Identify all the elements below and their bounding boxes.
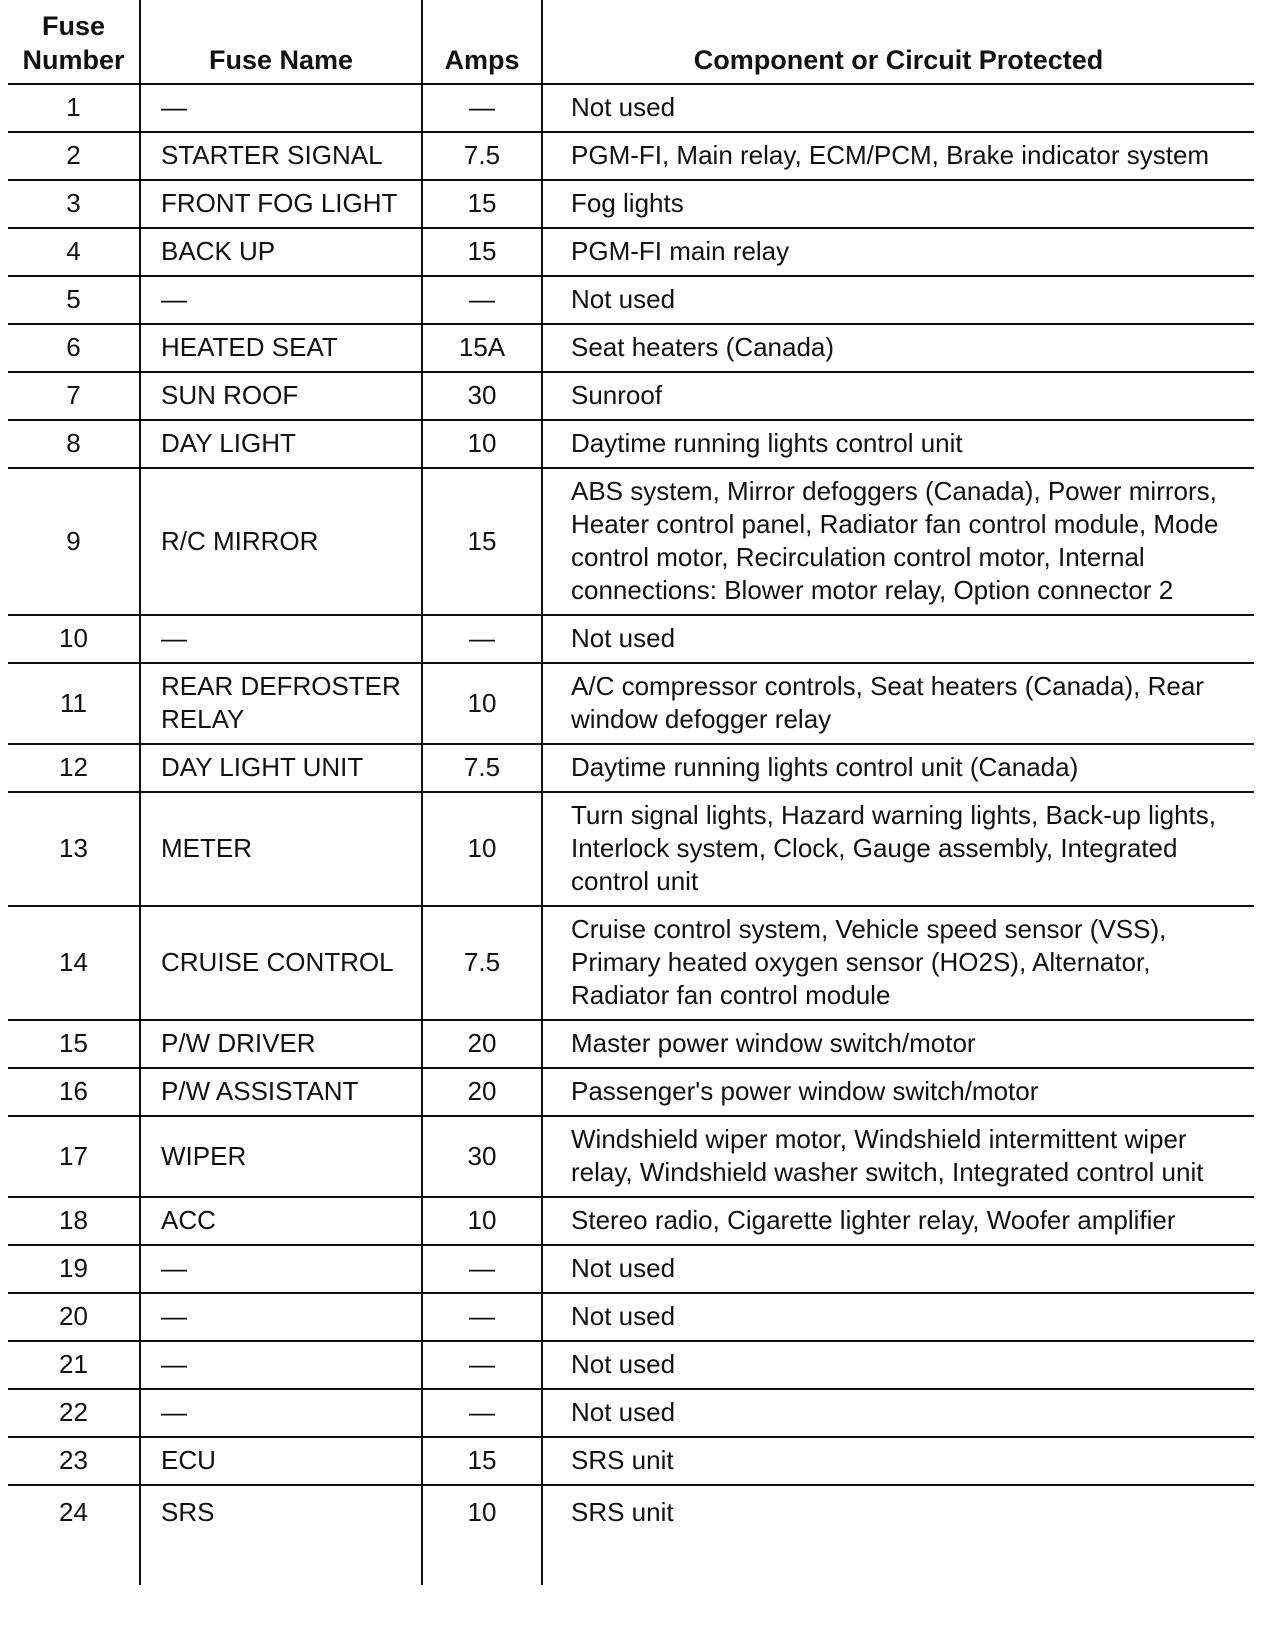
fuse-component-cell: Stereo radio, Cigarette lighter relay, Woofer amplifier	[542, 1197, 1254, 1245]
table-row	[8, 1020, 1254, 1068]
fuse-amps-cell: 7.5	[422, 744, 542, 792]
fuse-amps-cell: 10	[422, 1485, 542, 1585]
fuse-component-cell: SRS unit	[542, 1485, 1254, 1585]
fuse-name-cell: P/W DRIVER	[140, 1020, 422, 1068]
fuse-component-cell: Windshield wiper motor, Windshield intermittent wiper relay, Windshield washer switch, Integrated control unit	[542, 1116, 1254, 1197]
fuse-name-cell: —	[140, 84, 422, 132]
fuse-name-cell: SRS	[140, 1485, 422, 1585]
fuse-name-cell: —	[140, 1293, 422, 1341]
fuse-number-cell: 15	[8, 1020, 140, 1068]
fuse-amps-cell: —	[422, 84, 542, 132]
fuse-amps-cell: 10	[422, 420, 542, 468]
fuse-amps-cell: 30	[422, 1116, 542, 1197]
table-row	[8, 468, 1254, 615]
fuse-number-cell: 14	[8, 906, 140, 1020]
fuse-name-cell: BACK UP	[140, 228, 422, 276]
table-row	[8, 1197, 1254, 1245]
fuse-component-cell: Seat heaters (Canada)	[542, 324, 1254, 372]
fuse-name-cell: CRUISE CONTROL	[140, 906, 422, 1020]
table-row	[8, 1245, 1254, 1293]
fuse-name-cell: R/C MIRROR	[140, 468, 422, 615]
fuse-amps-cell: 10	[422, 663, 542, 744]
fuse-component-cell: PGM-FI main relay	[542, 228, 1254, 276]
fuse-name-cell: —	[140, 1341, 422, 1389]
fuse-amps-cell: 10	[422, 1197, 542, 1245]
fuse-amps-cell: —	[422, 1245, 542, 1293]
fuse-number-cell: 9	[8, 468, 140, 615]
fuse-name-cell: ACC	[140, 1197, 422, 1245]
fuse-name-cell: —	[140, 276, 422, 324]
fuse-amps-cell: 10	[422, 792, 542, 906]
fuse-number-cell: 18	[8, 1197, 140, 1245]
fuse-component-cell: Fog lights	[542, 180, 1254, 228]
table-row	[8, 1389, 1254, 1437]
header-amps: Amps	[422, 0, 542, 84]
fuse-component-cell: PGM-FI, Main relay, ECM/PCM, Brake indicator system	[542, 132, 1254, 180]
fuse-amps-cell: 15	[422, 180, 542, 228]
fuse-amps-cell: 30	[422, 372, 542, 420]
table-row	[8, 372, 1254, 420]
table-row	[8, 1116, 1254, 1197]
fuse-name-cell: WIPER	[140, 1116, 422, 1197]
fuse-name-cell: —	[140, 1389, 422, 1437]
fuse-component-cell: Not used	[542, 1293, 1254, 1341]
fuse-amps-cell: —	[422, 1293, 542, 1341]
header-component: Component or Circuit Protected	[542, 0, 1254, 84]
table-row	[8, 1068, 1254, 1116]
fuse-amps-cell: —	[422, 1341, 542, 1389]
fuse-number-cell: 22	[8, 1389, 140, 1437]
fuse-amps-cell: —	[422, 276, 542, 324]
table-row	[8, 1293, 1254, 1341]
table-row	[8, 84, 1254, 132]
fuse-amps-cell: 15A	[422, 324, 542, 372]
header-fuse-number: Fuse Number	[8, 0, 140, 84]
fuse-component-cell: Turn signal lights, Hazard warning lights, Back-up lights, Interlock system, Clock, Gauge assembly, Integrated control unit	[542, 792, 1254, 906]
fuse-amps-cell: —	[422, 615, 542, 663]
fuse-number-cell: 24	[59, 1497, 88, 1527]
fuse-number-cell: 21	[8, 1341, 140, 1389]
fuse-number-cell: 7	[8, 372, 140, 420]
fuse-name-cell: METER	[140, 792, 422, 906]
fuse-name-cell: —	[140, 1245, 422, 1293]
fuse-name-cell: P/W ASSISTANT	[140, 1068, 422, 1116]
table-row	[8, 663, 1254, 744]
table-body	[8, 84, 1254, 1585]
fuse-component-cell: Not used	[542, 84, 1254, 132]
fuse-name-cell: FRONT FOG LIGHT	[140, 180, 422, 228]
fuse-name-cell: SUN ROOF	[140, 372, 422, 420]
table-row	[8, 132, 1254, 180]
fuse-component-cell: A/C compressor controls, Seat heaters (Canada), Rear window defogger relay	[542, 663, 1254, 744]
table-row	[8, 792, 1254, 906]
fuse-number-cell: 2	[8, 132, 140, 180]
table-row	[8, 1341, 1254, 1389]
fuse-amps-cell: —	[422, 1389, 542, 1437]
fuse-number-cell: 5	[8, 276, 140, 324]
fuse-component-cell: Not used	[542, 615, 1254, 663]
fuse-number-cell: 23	[8, 1437, 140, 1485]
table-row	[8, 324, 1254, 372]
table-header	[8, 0, 1254, 84]
fuse-component-cell: Not used	[542, 1341, 1254, 1389]
table-row	[8, 276, 1254, 324]
fuse-component-cell: Passenger's power window switch/motor	[542, 1068, 1254, 1116]
fuse-amps-cell: 20	[422, 1020, 542, 1068]
fuse-component-cell: Not used	[542, 1389, 1254, 1437]
table-row	[8, 1437, 1254, 1485]
fuse-component-cell: Sunroof	[542, 372, 1254, 420]
fuse-name-cell: DAY LIGHT	[140, 420, 422, 468]
fuse-component-cell: Not used	[542, 1245, 1254, 1293]
header-row	[8, 0, 1254, 84]
fuse-number-cell: 4	[8, 228, 140, 276]
header-fuse-name: Fuse Name	[140, 0, 422, 84]
fuse-name-cell: STARTER SIGNAL	[140, 132, 422, 180]
fuse-number-cell: 6	[8, 324, 140, 372]
fuse-number-cell: 12	[8, 744, 140, 792]
fuse-number-cell: 11	[8, 663, 140, 744]
fuse-number-cell: 13	[8, 792, 140, 906]
fuse-number-cell: 17	[8, 1116, 140, 1197]
fuse-name-cell: —	[140, 615, 422, 663]
fuse-number-cell: 16	[8, 1068, 140, 1116]
fuse-component-cell: Cruise control system, Vehicle speed sensor (VSS), Primary heated oxygen sensor (HO2S), Alternator, Radiator fan control module	[542, 906, 1254, 1020]
table-row	[8, 228, 1254, 276]
fuse-number-cell: 19	[8, 1245, 140, 1293]
fuse-component-cell: Master power window switch/motor	[542, 1020, 1254, 1068]
fuse-component-cell: ABS system, Mirror defoggers (Canada), Power mirrors, Heater control panel, Radiator fan control module, Mode control motor, Recirculation control motor, Internal connections: Blower motor relay, Option connector 2	[542, 468, 1254, 615]
fuse-number-cell: 8	[8, 420, 140, 468]
fuse-name-cell: HEATED SEAT	[140, 324, 422, 372]
fuse-number-cell: 1	[8, 84, 140, 132]
table-row	[8, 180, 1254, 228]
fuse-amps-cell: 7.5	[422, 132, 542, 180]
fuse-name-cell: DAY LIGHT UNIT	[140, 744, 422, 792]
table-row	[8, 420, 1254, 468]
fuse-number-cell: 3	[8, 180, 140, 228]
fuse-component-cell: Not used	[542, 276, 1254, 324]
table-row	[8, 615, 1254, 663]
table-row	[8, 1485, 1254, 1585]
fuse-amps-cell: 15	[422, 228, 542, 276]
table-row	[8, 744, 1254, 792]
fuse-number-cell: 20	[8, 1293, 140, 1341]
fuse-amps-cell: 20	[422, 1068, 542, 1116]
fuse-amps-cell: 7.5	[422, 906, 542, 1020]
fuse-component-cell: Daytime running lights control unit	[542, 420, 1254, 468]
fuse-amps-cell: 15	[422, 468, 542, 615]
fuse-number-cell: 10	[8, 615, 140, 663]
fuse-name-cell: ECU	[140, 1437, 422, 1485]
fuse-component-cell: SRS unit	[542, 1437, 1254, 1485]
table-row	[8, 906, 1254, 1020]
fuse-component-cell: Daytime running lights control unit (Canada)	[542, 744, 1254, 792]
fuse-amps-cell: 15	[422, 1437, 542, 1485]
fuse-name-cell: REAR DEFROSTER RELAY	[140, 663, 422, 744]
fuse-table	[8, 0, 1254, 1585]
